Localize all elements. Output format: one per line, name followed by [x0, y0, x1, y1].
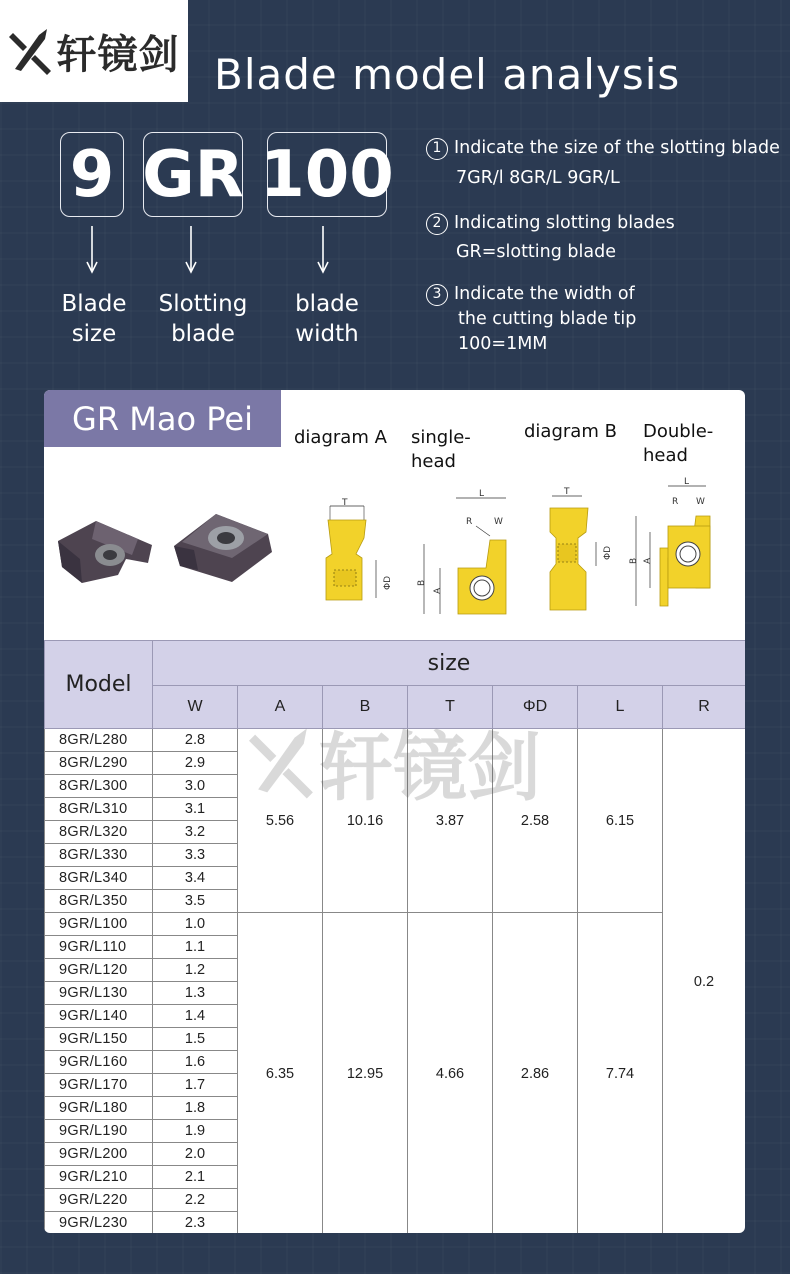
model-cell: 9GR/L190 — [45, 1120, 153, 1143]
note-2: 2 Indicating slotting blades GR=slotting blade — [426, 211, 675, 265]
model-cell: 8GR/L300 — [45, 775, 153, 798]
code-label-type: Slotting blade — [158, 291, 248, 347]
diagram-a-drawing — [316, 498, 406, 623]
size-d-cell: 2.86 — [493, 913, 578, 1234]
model-cell: 9GR/L200 — [45, 1143, 153, 1166]
size-a-cell: 5.56 — [238, 729, 323, 913]
model-cell: 9GR/L130 — [45, 982, 153, 1005]
svg-text:B: B — [417, 579, 427, 586]
w-cell: 1.9 — [153, 1120, 238, 1143]
single-head-label: single- head — [411, 427, 471, 472]
svg-text:R: R — [672, 497, 679, 507]
col-header-r: R — [663, 686, 746, 729]
insert-photo-single — [52, 515, 156, 587]
double-head-label: Double- head — [643, 421, 714, 466]
model-cell: 8GR/L340 — [45, 867, 153, 890]
arrow-down-icon — [183, 226, 199, 274]
model-cell: 8GR/L280 — [45, 729, 153, 752]
size-l-cell: 7.74 — [578, 913, 663, 1234]
col-header-l: L — [578, 686, 663, 729]
note-1: 1 Indicate the size of the slotting blade 7GR/l 8GR/L 9GR/L — [426, 136, 780, 191]
model-cell: 9GR/L210 — [45, 1166, 153, 1189]
svg-text:W: W — [696, 497, 705, 507]
spec-table — [44, 640, 745, 1233]
svg-text:L: L — [684, 477, 690, 487]
model-cell: 9GR/L160 — [45, 1051, 153, 1074]
model-cell: 9GR/L230 — [45, 1212, 153, 1234]
w-cell: 1.6 — [153, 1051, 238, 1074]
logo — [0, 0, 188, 102]
w-cell: 3.0 — [153, 775, 238, 798]
size-b-cell: 12.95 — [323, 913, 408, 1234]
model-cell: 8GR/L320 — [45, 821, 153, 844]
model-cell: 9GR/L220 — [45, 1189, 153, 1212]
w-cell: 1.2 — [153, 959, 238, 982]
w-cell: 2.8 — [153, 729, 238, 752]
note-number: 2 — [426, 213, 448, 235]
svg-text:T: T — [564, 487, 570, 497]
size-l-cell: 6.15 — [578, 729, 663, 913]
svg-text:W: W — [494, 517, 503, 527]
w-cell: 3.3 — [153, 844, 238, 867]
svg-text:A: A — [643, 557, 653, 564]
table-row — [45, 913, 746, 936]
arrow-down-icon — [84, 226, 100, 274]
col-header-a: A — [238, 686, 323, 729]
diagram-b-label: diagram B — [524, 421, 617, 442]
double-head-drawing — [624, 476, 739, 616]
arrow-down-icon — [315, 226, 331, 274]
col-header-t: T — [408, 686, 493, 729]
w-cell: 1.7 — [153, 1074, 238, 1097]
model-cell: 8GR/L330 — [45, 844, 153, 867]
code-label-size: Blade size — [61, 291, 127, 347]
w-cell: 3.4 — [153, 867, 238, 890]
card-header: GR Mao Pei — [44, 390, 281, 447]
table-row — [45, 729, 746, 752]
code-box-size: 9 — [60, 132, 124, 217]
spec-card — [44, 390, 745, 1233]
model-cell: 9GR/L140 — [45, 1005, 153, 1028]
note-3: 3 Indicate the width of the cutting blade tip 100=1MM — [426, 282, 636, 357]
sword-logo-icon — [9, 25, 55, 77]
model-cell: 9GR/L110 — [45, 936, 153, 959]
code-label-width: blade width — [295, 291, 359, 347]
size-t-cell: 4.66 — [408, 913, 493, 1234]
size-r-cell: 0.2 — [663, 729, 746, 1234]
svg-text:T: T — [342, 498, 348, 508]
w-cell: 2.9 — [153, 752, 238, 775]
w-cell: 2.1 — [153, 1166, 238, 1189]
note-number: 1 — [426, 138, 448, 160]
w-cell: 3.2 — [153, 821, 238, 844]
svg-text:L: L — [479, 489, 485, 499]
watermark-text: 轩镜剑 — [319, 725, 541, 811]
size-d-cell: 2.58 — [493, 729, 578, 913]
model-cell: 9GR/L120 — [45, 959, 153, 982]
diagram-b-drawing — [538, 486, 620, 616]
svg-text:B: B — [629, 557, 639, 564]
model-cell: 8GR/L310 — [45, 798, 153, 821]
model-cell: 9GR/L100 — [45, 913, 153, 936]
w-cell: 3.5 — [153, 890, 238, 913]
size-a-cell: 6.35 — [238, 913, 323, 1234]
model-cell: 9GR/L180 — [45, 1097, 153, 1120]
model-header: Model — [45, 641, 153, 729]
w-cell: 1.1 — [153, 936, 238, 959]
w-cell: 2.0 — [153, 1143, 238, 1166]
w-cell: 3.1 — [153, 798, 238, 821]
size-header: size — [153, 641, 746, 686]
svg-text:A: A — [433, 587, 443, 594]
col-header-w: W — [153, 686, 238, 729]
w-cell: 1.4 — [153, 1005, 238, 1028]
svg-text:ΦD: ΦD — [603, 545, 613, 560]
w-cell: 2.2 — [153, 1189, 238, 1212]
code-box-type: GR — [143, 132, 243, 217]
page-title: Blade model analysis — [214, 50, 681, 99]
w-cell: 1.8 — [153, 1097, 238, 1120]
col-header-b: B — [323, 686, 408, 729]
model-cell: 9GR/L170 — [45, 1074, 153, 1097]
col-header-d: ΦD — [493, 686, 578, 729]
svg-text:ΦD: ΦD — [383, 575, 393, 590]
insert-photo-double — [168, 508, 278, 588]
w-cell: 2.3 — [153, 1212, 238, 1234]
model-cell: 8GR/L290 — [45, 752, 153, 775]
w-cell: 1.0 — [153, 913, 238, 936]
code-box-width: 100 — [267, 132, 387, 217]
single-head-drawing — [406, 488, 526, 623]
w-cell: 1.5 — [153, 1028, 238, 1051]
size-b-cell: 10.16 — [323, 729, 408, 913]
svg-text:R: R — [466, 517, 473, 527]
size-t-cell: 3.87 — [408, 729, 493, 913]
note-number: 3 — [426, 284, 448, 306]
model-cell: 9GR/L150 — [45, 1028, 153, 1051]
diagram-a-label: diagram A — [294, 427, 387, 448]
logo-brand-text: 轩镜剑 — [56, 31, 180, 78]
model-cell: 8GR/L350 — [45, 890, 153, 913]
w-cell: 1.3 — [153, 982, 238, 1005]
